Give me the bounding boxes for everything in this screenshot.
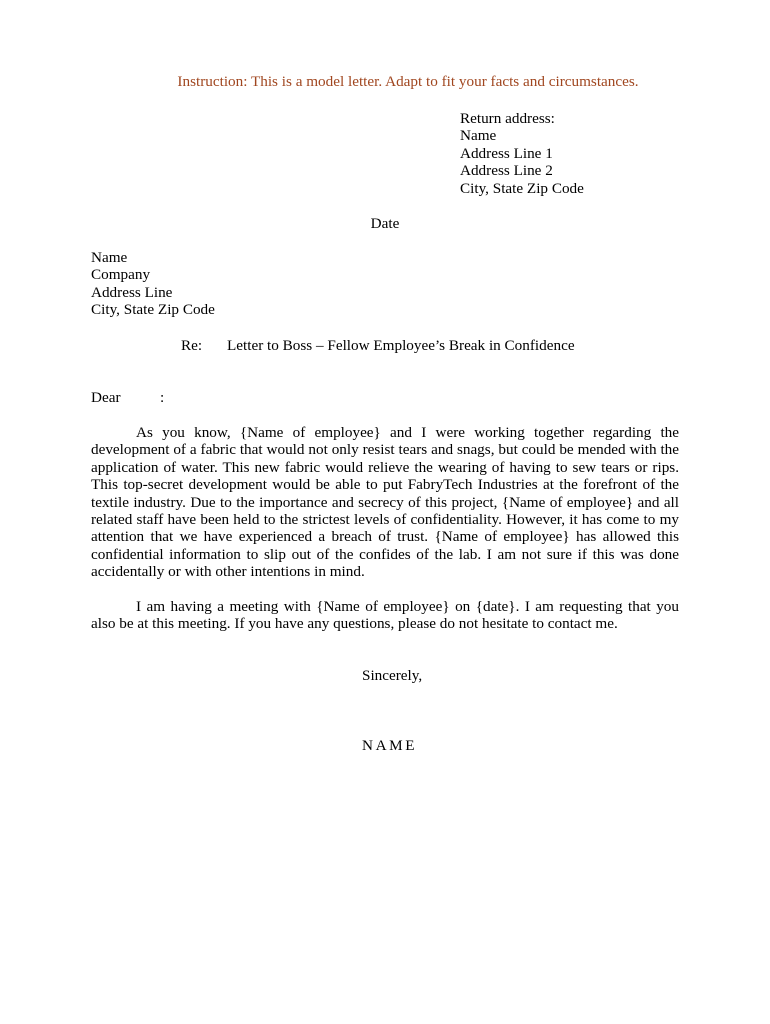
subject-line [181,337,575,354]
signature-name: NAME [362,737,418,754]
recipient-address-line: Address Line [91,283,173,301]
salutation-colon: : [160,389,165,406]
return-address-label: Return address: [460,110,555,127]
return-address-line-1: Address Line 1 [460,144,553,162]
subject-label: Re: [181,337,203,354]
salutation [91,389,164,406]
salutation-dear: Dear [91,389,121,406]
subject-text: Letter to Boss – Fellow Employee’s Break in Confidence [227,337,575,354]
letter-date: Date [370,215,400,232]
return-address-line-2: Address Line 2 [460,162,553,180]
recipient-city-state-zip: City, State Zip Code [91,301,215,319]
recipient-name: Name [91,249,128,266]
closing: Sincerely, [362,667,423,684]
body-paragraph-1: As you know, {Name of employee} and I were working together regarding the development of a fabric that would not only resist tears and snags, but could be mended with the application of water. This new fabric would relieve the wearing of having to sew tears or rips. This top-secret development would be able to put FabryTech Industries at the forefront of the textile industry. Due to the importance and secrecy of this project, {Name of employee} and all related staff have been held to the strictest levels of confidentiality. However, it has come to my attention that we have experienced a breach of trust. {Name of employee} has allowed this confidential information to slip out of the confides of the lab. I am not sure if this was done accidentally or with other intentions in mind. [91,424,679,581]
return-address-name: Name [460,127,497,145]
return-address-block [460,110,584,197]
return-address-city-state-zip: City, State Zip Code [460,179,584,197]
recipient-address-block [91,249,215,319]
instruction-note: Instruction: This is a model letter. Adapt to fit your facts and circumstances. [177,73,639,90]
body-paragraph-2: I am having a meeting with {Name of employee} on {date}. I am requesting that you also be at this meeting. If you have any questions, please do not hesitate to contact me. [91,598,679,633]
recipient-company: Company [91,266,151,284]
